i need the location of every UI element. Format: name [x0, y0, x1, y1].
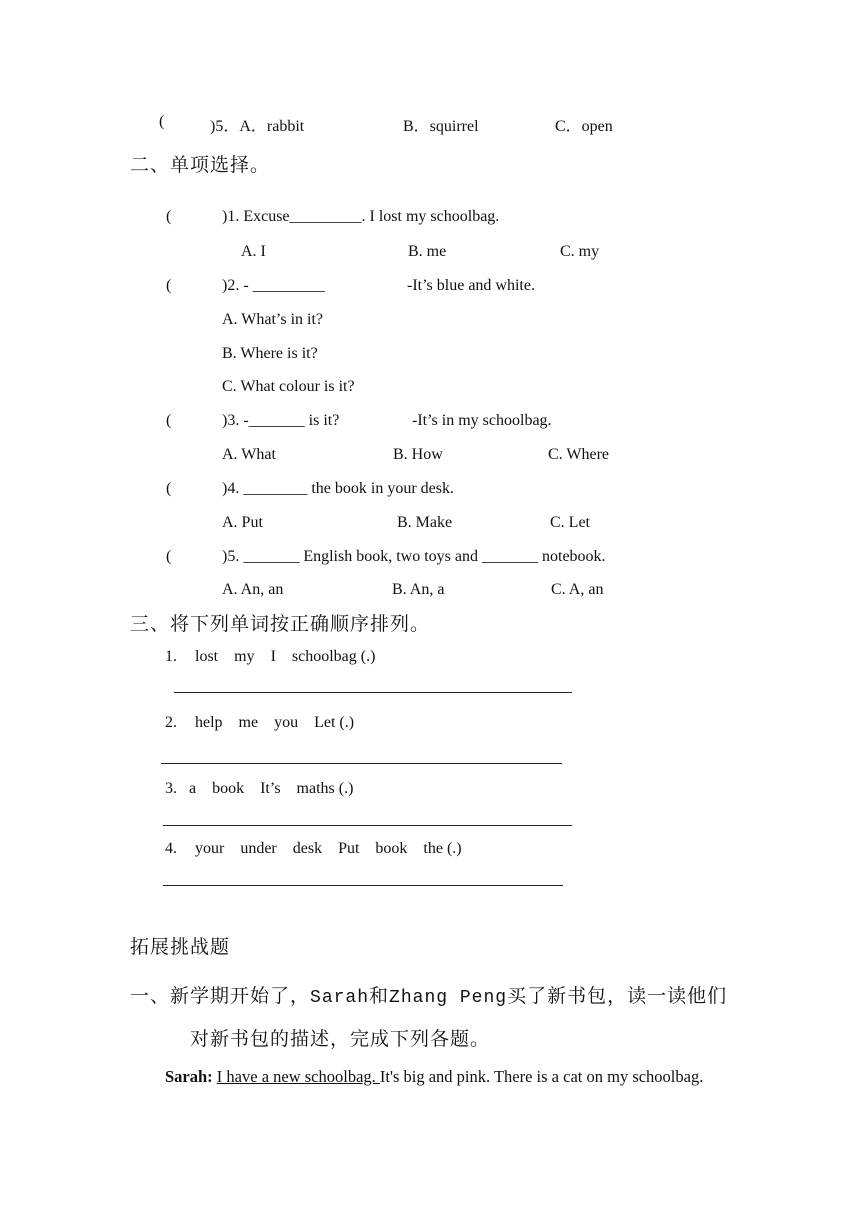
answer-line[interactable] — [163, 885, 563, 886]
section-title-3: 三、将下列单词按正确顺序排列。 — [130, 613, 431, 635]
option-b: B. Make — [397, 514, 453, 531]
extension-question-line2: 对新书包的描述，完成下列各题。 — [190, 1028, 491, 1050]
option-a: A. What — [222, 446, 276, 463]
question-stem: )1. Excuse_________. I lost my schoolbag. — [222, 208, 500, 225]
paren-open: ( — [159, 113, 165, 130]
option-c: C. Where — [548, 446, 610, 463]
order-number: 4. — [165, 840, 177, 857]
extension-title: 拓展挑战题 — [130, 936, 231, 958]
sarah-description — [165, 1067, 703, 1087]
name-zhang-peng: Zhang Peng — [389, 988, 508, 1008]
text-segment: 买了新书包，读一读他们 — [507, 985, 728, 1007]
question-reply: -It’s in my schoolbag. — [412, 412, 552, 429]
answer-line[interactable] — [161, 763, 562, 764]
order-number: 1. — [165, 648, 177, 665]
extension-question-line1 — [130, 981, 727, 1008]
paren-open: ( — [166, 480, 172, 497]
answer-line[interactable] — [163, 825, 572, 826]
underlined-sentence: I have a new schoolbag. — [216, 1067, 380, 1086]
question-reply: -It’s blue and white. — [407, 277, 535, 294]
question-text: )5．A．rabbit — [210, 118, 305, 135]
description-text: It's big and pink. There is a cat on my schoolbag. — [379, 1067, 704, 1086]
answer-line[interactable] — [174, 692, 572, 693]
option-c: C. my — [560, 243, 600, 260]
order-words: help me you Let (.) — [195, 714, 355, 731]
order-words: a book It’s maths (.) — [189, 780, 354, 797]
question-stem: )3. -_______ is it? — [222, 412, 340, 429]
speaker-label: Sarah: — [165, 1067, 213, 1086]
text-segment: 一、新学期开始了， — [130, 985, 311, 1007]
option-b: B. An, a — [392, 581, 445, 598]
option-c: C．open — [555, 118, 613, 135]
option-b: B. How — [393, 446, 443, 463]
option-c: C. What colour is it? — [222, 378, 355, 395]
section-title-2: 二、单项选择。 — [130, 154, 271, 176]
option-a: A. An, an — [222, 581, 284, 598]
paren-open: ( — [166, 412, 172, 429]
option-a: A. What’s in it? — [222, 311, 324, 328]
option-c: C. Let — [550, 514, 590, 531]
order-number: 3. — [165, 780, 177, 797]
question-stem: )2. - _________ — [222, 277, 325, 294]
paren-open: ( — [166, 277, 172, 294]
paren-open: ( — [166, 208, 172, 225]
option-b: B. Where is it? — [222, 345, 318, 362]
option-c: C. A, an — [551, 581, 604, 598]
paren-open: ( — [166, 548, 172, 565]
order-words: lost my I schoolbag (.) — [195, 648, 376, 665]
option-b: B．squirrel — [403, 118, 479, 135]
text-segment: 和 — [369, 985, 390, 1007]
question-stem: )5. _______ English book, two toys and _______ notebook. — [222, 548, 606, 565]
order-words: your under desk Put book the (.) — [195, 840, 462, 857]
option-a: A. I — [241, 243, 266, 260]
name-sarah: Sarah — [310, 988, 370, 1008]
order-number: 2. — [165, 714, 177, 731]
option-b: B. me — [408, 243, 447, 260]
option-a: A. Put — [222, 514, 263, 531]
question-stem: )4. ________ the book in your desk. — [222, 480, 454, 497]
